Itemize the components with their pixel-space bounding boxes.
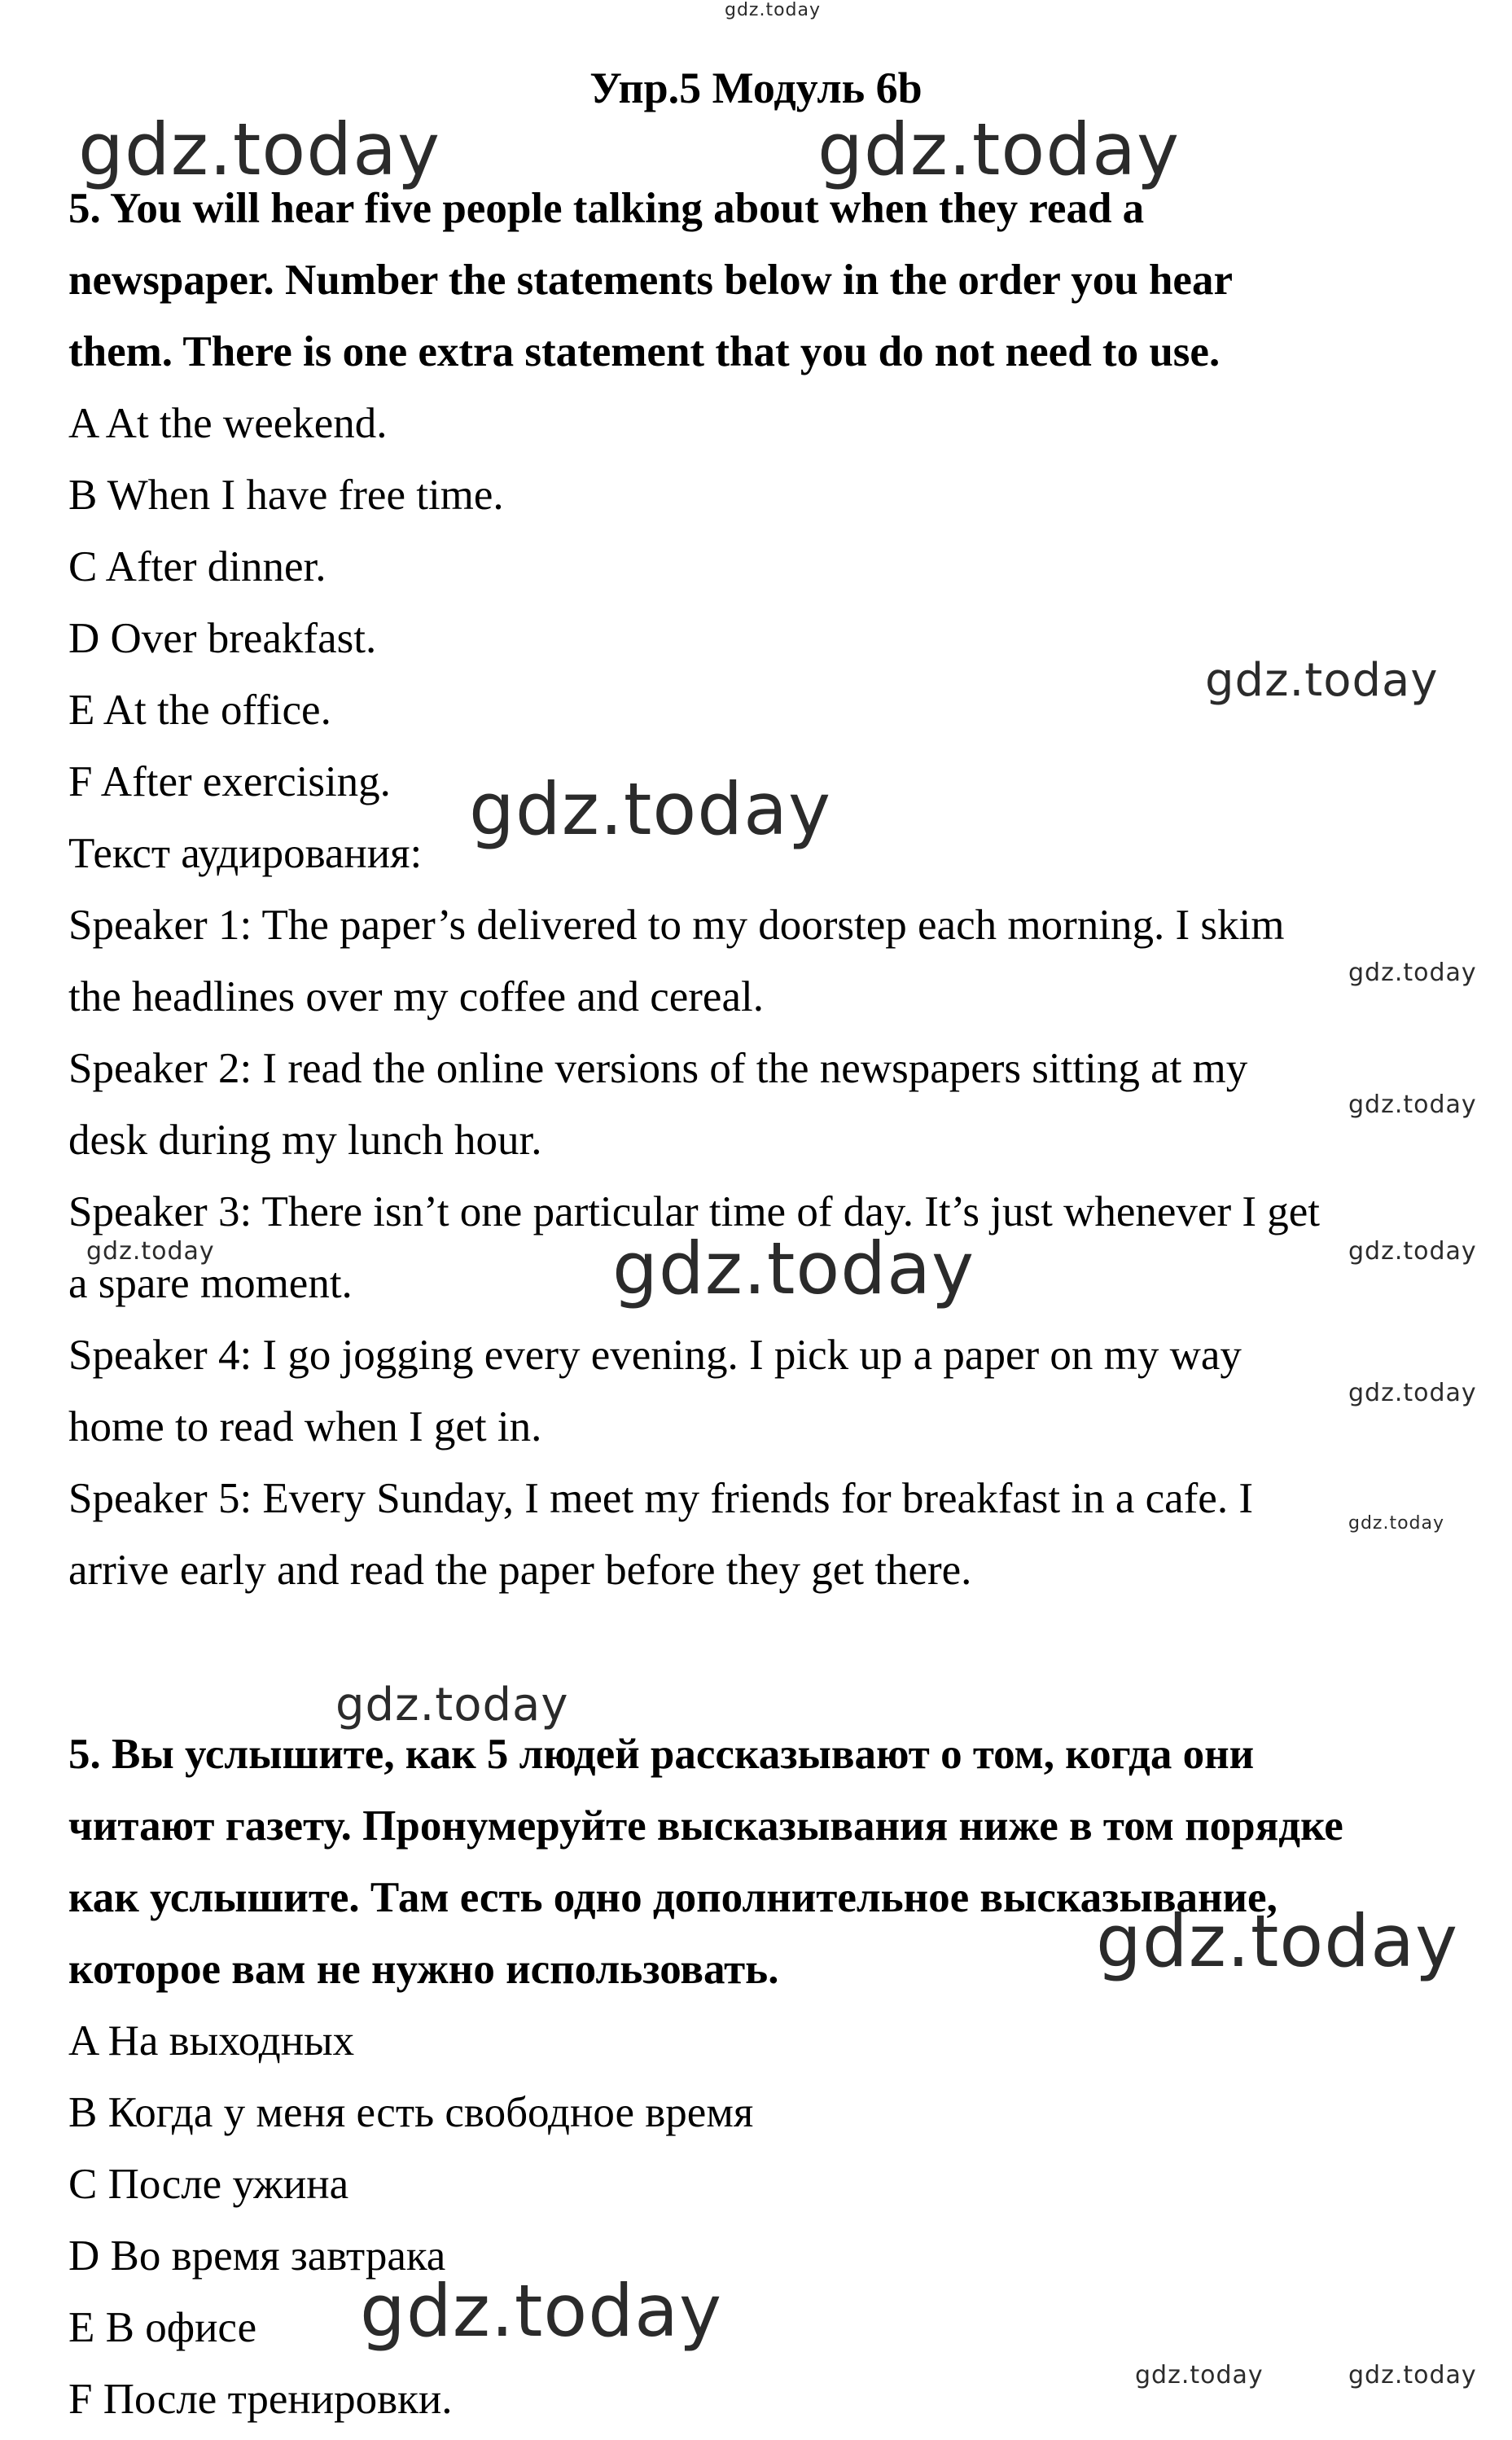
ru-option-c: C После ужина [68,2161,349,2208]
option-d: D Over breakfast. [68,615,377,662]
transcript-line-3: Speaker 2: I read the online versions of the newspapers sitting at my [68,1045,1248,1092]
task-line-3: them. There is one extra statement that you do not need to use. [68,328,1221,375]
transcript-line-10: arrive early and read the paper before they get there. [68,1547,972,1594]
transcript-line-2: the headlines over my coffee and cereal. [68,973,764,1020]
watermark: gdz.today [612,1227,975,1310]
option-b: B When I have free time. [68,472,504,519]
watermark: gdz.today [1348,1379,1477,1407]
watermark: gdz.today [1348,1237,1477,1266]
watermark: gdz.today [1135,2361,1264,2390]
page-title: Упр.5 Модуль 6b [589,64,923,112]
option-c: C After dinner. [68,543,327,590]
transcript-heading: Текст аудирования: [68,830,423,877]
watermark: gdz.today [360,2269,723,2353]
transcript-line-9: Speaker 5: Every Sunday, I meet my friends for breakfast in a cafe. I [68,1475,1253,1522]
ru-task-line-2: читают газету. Пронумеруйте высказывания ниже в том порядке [68,1802,1343,1850]
transcript-line-8: home to read when I get in. [68,1403,542,1450]
ru-option-b: B Когда у меня есть свободное время [68,2089,754,2136]
ru-task-line-1: 5. Вы услышите, как 5 людей рассказывают о том, когда они [68,1731,1255,1778]
transcript-line-1: Speaker 1: The paper’s delivered to my doorstep each morning. I skim [68,902,1285,949]
transcript-line-5: Speaker 3: There isn’t one particular time of day. It’s just whenever I get [68,1188,1320,1235]
watermark: gdz.today [469,767,832,851]
watermark: gdz.today [335,1679,569,1731]
task-line-1: 5. You will hear five people talking about when they read a [68,185,1145,232]
option-a: A At the weekend. [68,400,388,447]
watermark: gdz.today [1348,959,1477,987]
task-line-2: newspaper. Number the statements below in the order you hear [68,257,1233,304]
ru-option-d: D Во время завтрака [68,2232,446,2280]
ru-option-a: A На выходных [68,2017,355,2065]
watermark: gdz.today [1348,1513,1445,1534]
ru-task-line-4: которое вам не нужно использовать. [68,1946,779,1993]
watermark: gdz.today [1348,1091,1477,1119]
watermark: gdz.today [1096,1899,1459,1983]
transcript-line-4: desk during my lunch hour. [68,1117,542,1164]
ru-option-f: F После тренировки. [68,2376,453,2423]
watermark: gdz.today [86,1237,215,1266]
watermark: gdz.today [817,108,1181,191]
english-section [68,173,1485,1606]
transcript-line-7: Speaker 4: I go jogging every evening. I pick up a paper on my way [68,1332,1242,1379]
ru-task-line-3: как услышите. Там есть одно дополнительное высказывание, [68,1874,1278,1921]
ru-option-e: E В офисе [68,2304,257,2351]
watermark: gdz.today [78,108,441,191]
russian-section [68,1718,1485,2435]
transcript-line-6: a spare moment. [68,1260,353,1307]
option-f: F After exercising. [68,758,391,805]
watermark: gdz.today [1348,2361,1477,2390]
watermark: gdz.today [725,0,822,20]
option-e: E At the office. [68,687,331,734]
watermark: gdz.today [1205,654,1439,707]
